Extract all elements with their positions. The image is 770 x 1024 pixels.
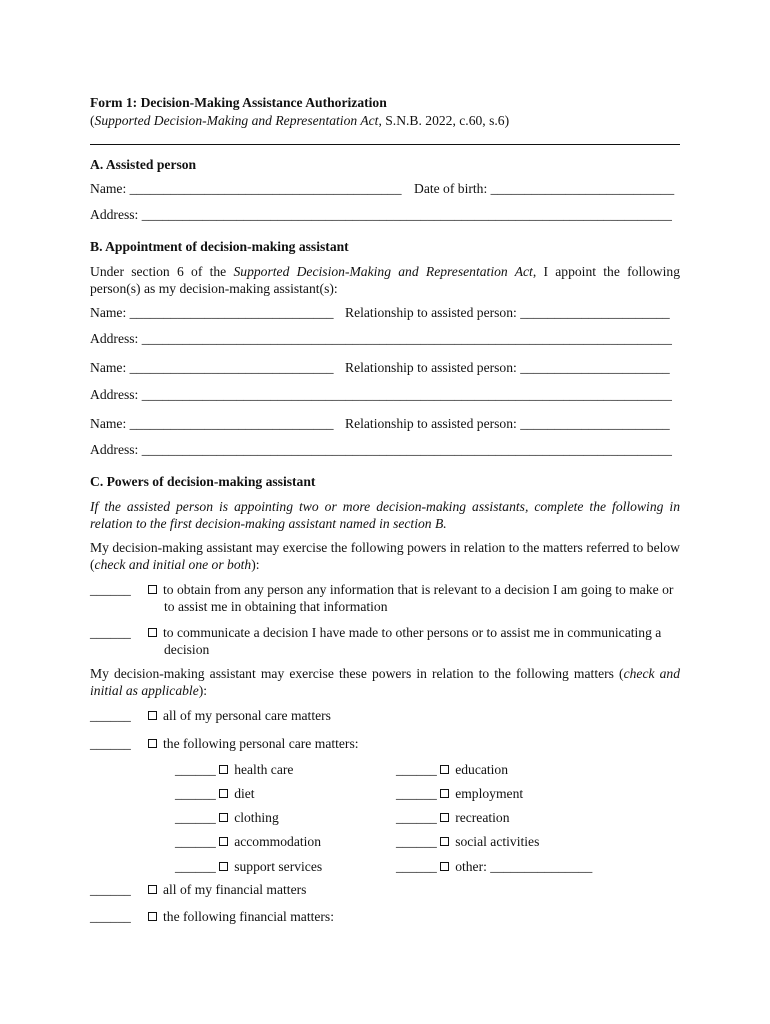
personal-matter-checkbox[interactable] [440,862,449,871]
following-financial-label: the following financial matters: [163,909,335,924]
following-personal-option [148,735,359,752]
personal-matter-initial-field[interactable]: ______ [175,859,216,874]
power-1-option [148,581,673,598]
all-financial-label: all of my financial matters [163,882,307,897]
assistant-3-address-field[interactable]: Address: ______________________________________________________________________________ [90,442,672,457]
personal-matter-initial-field[interactable]: ______ [175,762,216,777]
assistant-3-relationship-field[interactable]: Relationship to assisted person: ______________________ [345,416,670,431]
personal-matter-checkbox[interactable] [219,837,228,846]
personal-matter-option [175,785,255,802]
personal-matter-initial-field[interactable]: ______ [175,834,216,849]
personal-matter-checkbox[interactable] [219,862,228,871]
personal-matter-initial-field[interactable]: ______ [396,762,437,777]
personal-matter-label: recreation [455,810,510,825]
personal-matter-option [175,761,293,778]
form-citation: (Supported Decision-Making and Representation Act, S.N.B. 2022, c.60, s.6) [90,113,510,128]
personal-matter-label: clothing [234,810,279,825]
assistant-2-address-field[interactable]: Address: ______________________________________________________________________________ [90,387,672,402]
power-1-label-line2: to assist me in obtaining that information [164,599,388,614]
power-1-initial-field[interactable]: ______ [90,582,131,597]
power-2-option [148,624,661,641]
following-personal-label: the following personal care matters: [163,736,359,751]
assisted-address-field[interactable]: Address: ______________________________________________________________________________ [90,207,672,222]
section-c-note: If the assisted person is appointing two or more decision-making assistants, complete the following in [90,499,680,514]
section-c-heading: C. Powers of decision-making assistant [90,474,316,489]
assistant-2-relationship-field[interactable]: Relationship to assisted person: ______________________ [345,360,670,375]
following-personal-checkbox[interactable] [148,739,157,748]
personal-matter-label: support services [234,859,323,874]
powers-intro: My decision-making assistant may exercise the following powers in relation to the matters referred to below [90,540,680,555]
all-personal-label: all of my personal care matters [163,708,331,723]
personal-matter-checkbox[interactable] [219,765,228,774]
personal-matter-option [396,785,523,802]
personal-matter-initial-field[interactable]: ______ [396,810,437,825]
power-2-checkbox[interactable] [148,628,157,637]
personal-matter-initial-field[interactable]: ______ [175,786,216,801]
assistant-1-relationship-field[interactable]: Relationship to assisted person: ______________________ [345,305,670,320]
power-1-label: to obtain from any person any information that is relevant to a decision I am going to make or [163,582,674,597]
personal-matter-option [396,833,539,850]
personal-matter-initial-field[interactable]: ______ [396,786,437,801]
power-2-label-line2: decision [164,642,210,657]
section-b-intro: Under section 6 of the Supported Decision-Making and Representation Act, I appoint the following [90,264,680,279]
personal-matter-option [396,858,592,875]
personal-matter-label: education [455,762,509,777]
power-2-label: to communicate a decision I have made to other persons or to assist me in communicating a [163,625,662,640]
assistant-3-name-field[interactable]: Name: ______________________________ [90,416,334,431]
following-personal-initial-field[interactable]: ______ [90,736,131,751]
personal-matter-label: other: _______________ [455,859,593,874]
form-title: Form 1: Decision-Making Assistance Authorization [90,95,387,110]
assistant-1-address-field[interactable]: Address: ______________________________________________________________________________ [90,331,672,346]
personal-matter-checkbox[interactable] [440,789,449,798]
personal-matter-initial-field[interactable]: ______ [175,810,216,825]
personal-matter-option [175,858,322,875]
all-personal-initial-field[interactable]: ______ [90,708,131,723]
personal-matter-checkbox[interactable] [440,837,449,846]
personal-matter-label: social activities [455,834,540,849]
personal-matter-option [396,761,508,778]
matters-intro: My decision-making assistant may exercise these powers in relation to the following matters (check and [90,666,680,681]
powers-intro-line2: (check and initial one or both): [90,557,260,572]
following-financial-initial-field[interactable]: ______ [90,909,131,924]
personal-matter-option [396,809,510,826]
following-financial-option [148,908,334,925]
all-financial-option [148,881,306,898]
personal-matter-checkbox[interactable] [219,813,228,822]
section-b-intro-line2: person(s) as my decision-making assistant(s): [90,281,338,296]
all-financial-initial-field[interactable]: ______ [90,882,131,897]
power-2-initial-field[interactable]: ______ [90,625,131,640]
personal-matter-option [175,809,279,826]
assisted-dob-field[interactable]: Date of birth: ___________________________ [414,181,675,196]
personal-matter-initial-field[interactable]: ______ [396,859,437,874]
personal-matter-label: diet [234,786,255,801]
matters-intro-line2: initial as applicable): [90,683,208,698]
power-1-checkbox[interactable] [148,585,157,594]
section-b-heading: B. Appointment of decision-making assistant [90,239,349,254]
personal-matter-label: health care [234,762,294,777]
assistant-1-name-field[interactable]: Name: ______________________________ [90,305,334,320]
header-divider [90,144,680,145]
following-financial-checkbox[interactable] [148,912,157,921]
personal-matter-option [175,833,321,850]
personal-matter-checkbox[interactable] [219,789,228,798]
section-a-heading: A. Assisted person [90,157,197,172]
assisted-name-field[interactable]: Name: ________________________________________ [90,181,402,196]
personal-matter-checkbox[interactable] [440,813,449,822]
personal-matter-initial-field[interactable]: ______ [396,834,437,849]
all-personal-option [148,707,331,724]
personal-matter-label: employment [455,786,524,801]
personal-matter-checkbox[interactable] [440,765,449,774]
personal-matter-label: accommodation [234,834,322,849]
section-c-note-line2: relation to the first decision-making assistant named in section B. [90,516,447,531]
all-personal-checkbox[interactable] [148,711,157,720]
all-financial-checkbox[interactable] [148,885,157,894]
assistant-2-name-field[interactable]: Name: ______________________________ [90,360,334,375]
